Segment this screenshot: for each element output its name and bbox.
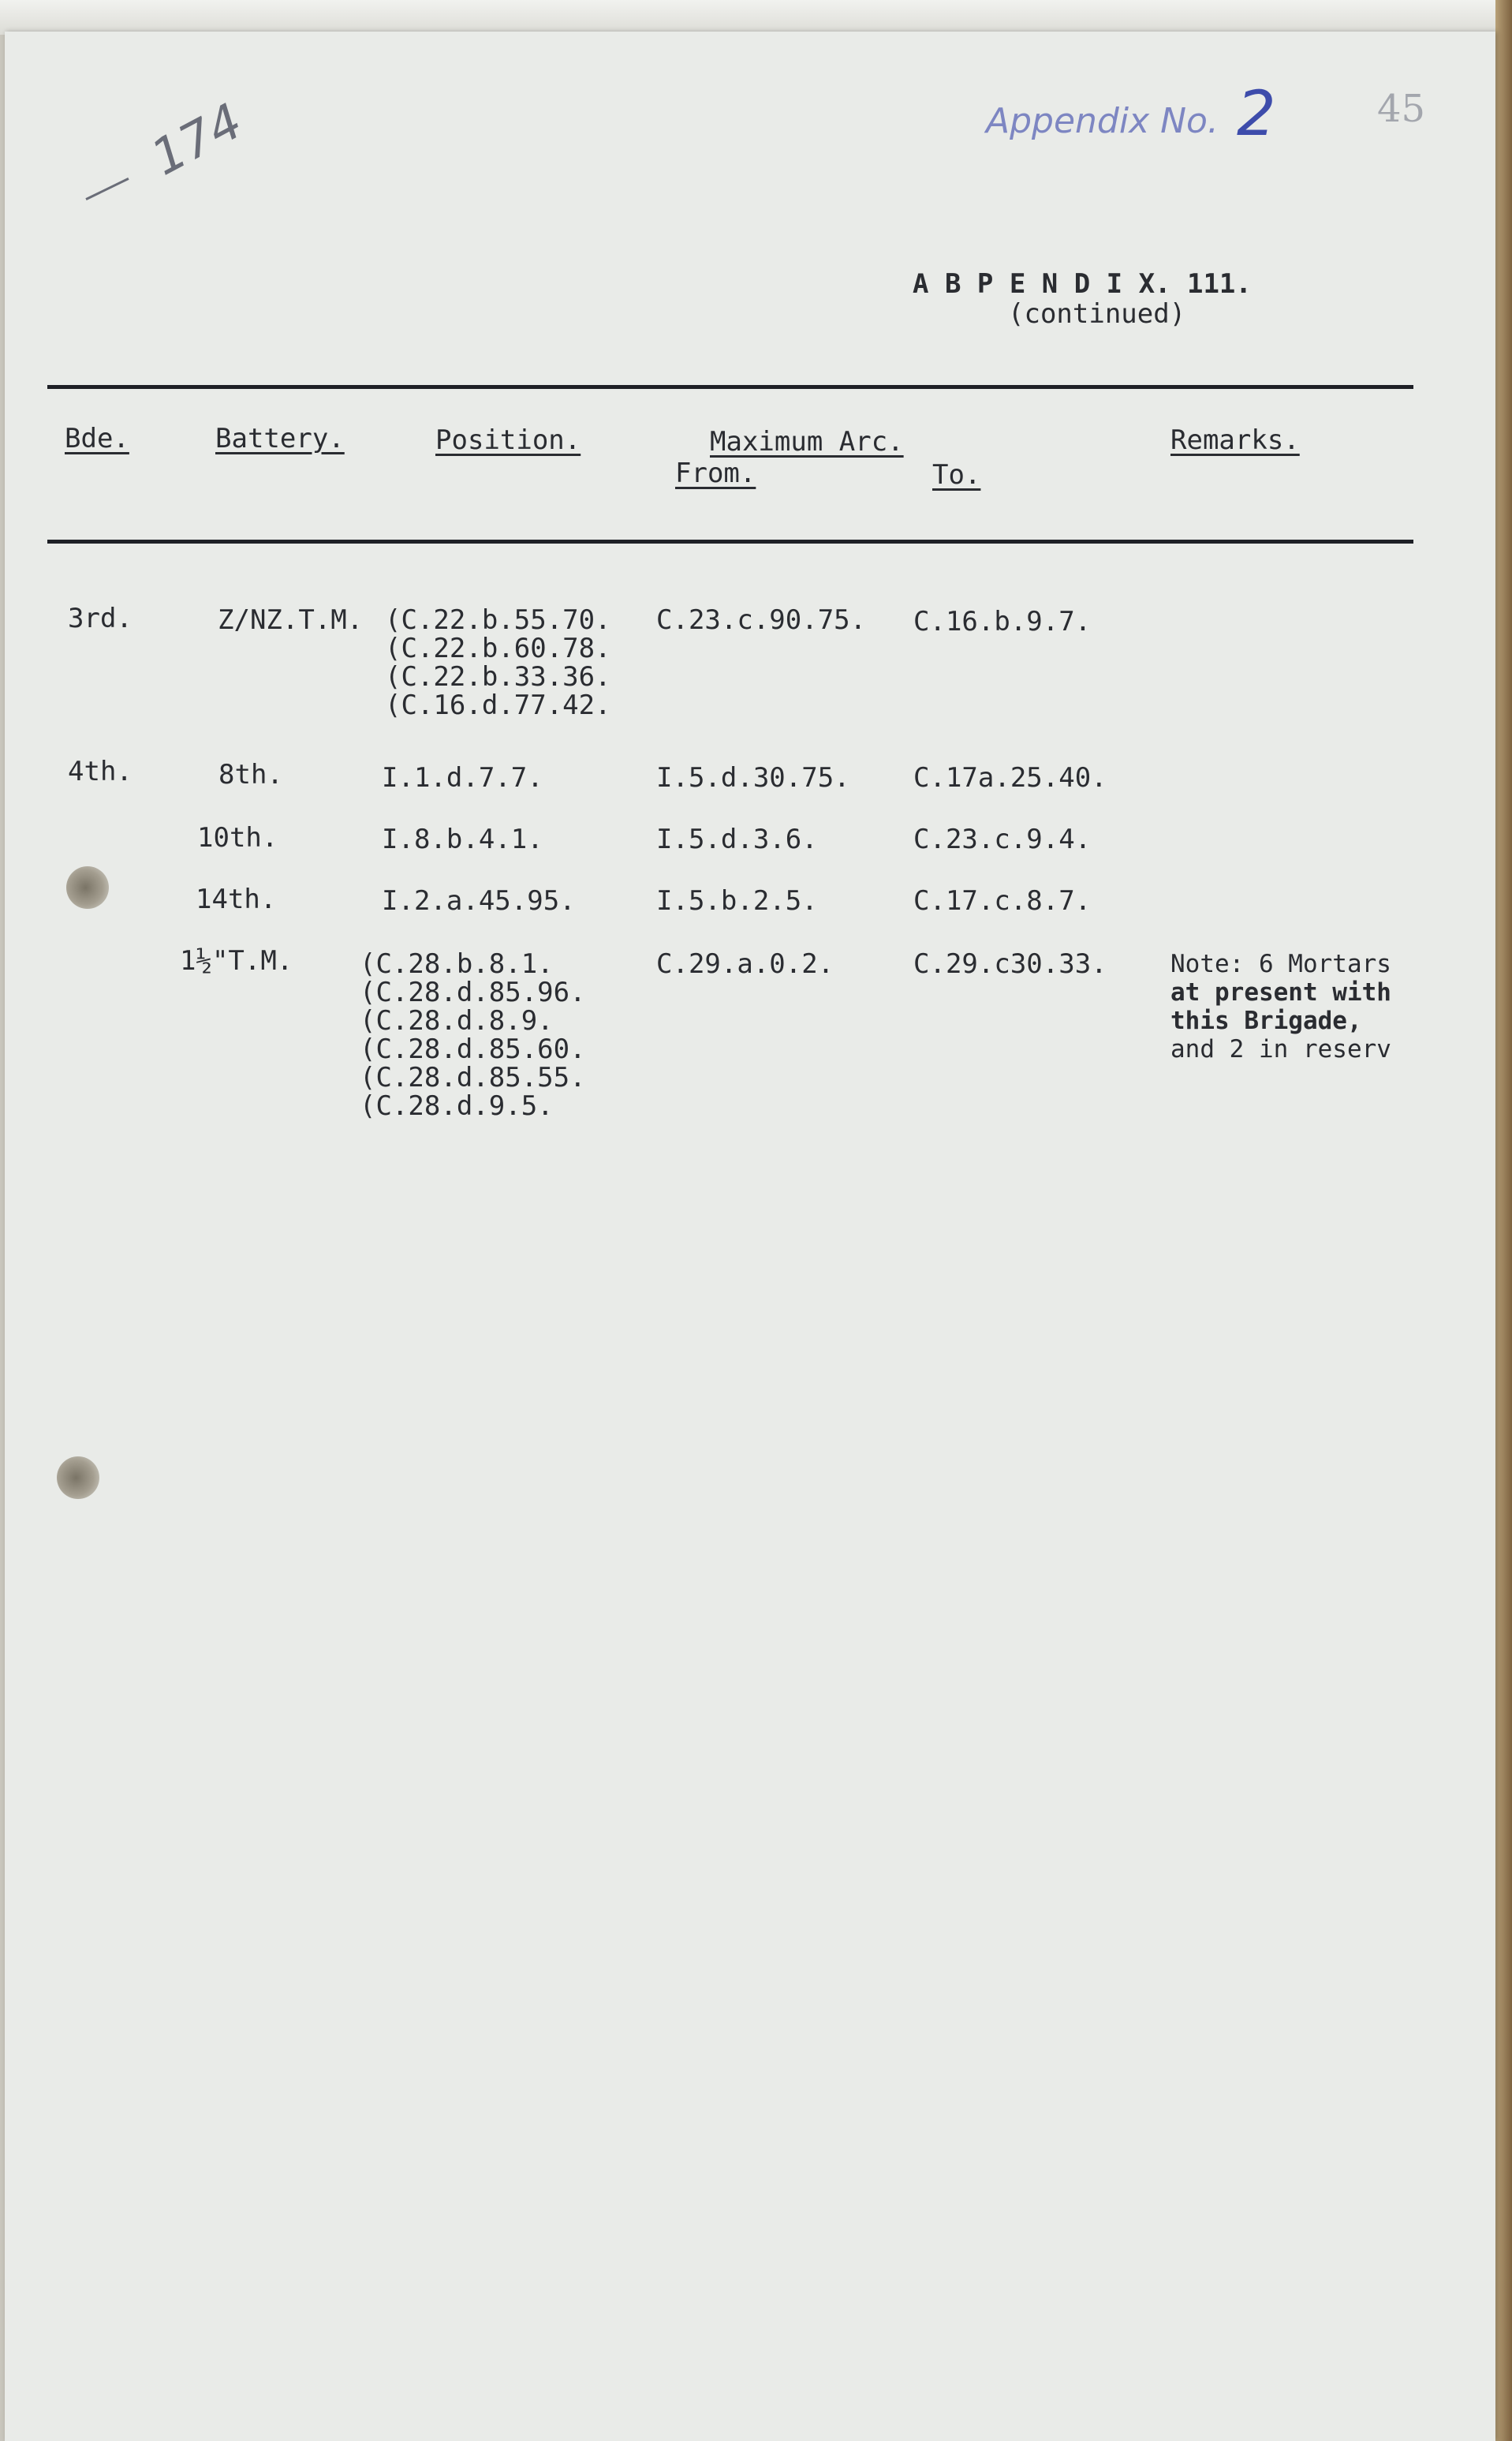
col-header-max-arc: Maximum Arc. — [710, 426, 904, 458]
row-battery: 14th. — [196, 884, 277, 915]
paper-stack-top-edge — [0, 0, 1512, 35]
col-header-position: Position. — [435, 424, 581, 456]
row-position: (C.22.b.60.78. — [385, 633, 611, 664]
row-position: (C.28.d.85.55. — [360, 1062, 586, 1093]
pencil-page-number: 174 — [142, 92, 252, 187]
col-header-to: To. — [932, 459, 981, 491]
row-arc-to: C.23.c.9.4. — [913, 824, 1092, 855]
row-position: (C.28.b.8.1. — [360, 948, 554, 980]
row-arc-from: C.29.a.0.2. — [656, 948, 834, 980]
row-position: (C.28.d.9.5. — [360, 1090, 554, 1122]
row-arc-from: I.5.b.2.5. — [656, 885, 818, 917]
appendix-stamp-label: Appendix No. — [986, 101, 1219, 141]
row-battery: 10th. — [197, 822, 278, 854]
row-position: (C.28.d.8.9. — [360, 1005, 554, 1037]
row-arc-to: C.17a.25.40. — [913, 762, 1107, 794]
row-arc-to: C.29.c30.33. — [913, 948, 1107, 980]
row-bde: 3rd. — [68, 603, 133, 634]
row-position: I.1.d.7.7. — [382, 762, 543, 794]
row-remarks: Note: 6 Mortars — [1170, 950, 1391, 978]
col-header-bde: Bde. — [65, 423, 129, 454]
row-position: (C.22.b.55.70. — [385, 604, 611, 636]
row-arc-to: C.16.b.9.7. — [913, 606, 1092, 637]
col-header-battery: Battery. — [215, 423, 345, 454]
appendix-stamp-number: 2 — [1237, 79, 1276, 150]
row-battery: 8th. — [218, 759, 283, 791]
col-header-from: From. — [675, 458, 756, 489]
row-position: (C.22.b.33.36. — [385, 661, 611, 693]
appendix-title: A B P E N D I X. 111. — [913, 268, 1252, 300]
row-position: I.8.b.4.1. — [382, 824, 543, 855]
row-remarks: at present with — [1170, 978, 1391, 1007]
row-arc-from: I.5.d.30.75. — [656, 762, 850, 794]
punch-hole — [57, 1456, 99, 1499]
row-position: I.2.a.45.95. — [382, 885, 576, 917]
row-position: (C.28.d.85.96. — [360, 977, 586, 1008]
row-battery: Z/NZ.T.M. — [218, 604, 364, 636]
row-position: (C.16.d.77.42. — [385, 690, 611, 721]
punch-hole — [66, 866, 109, 909]
row-remarks: this Brigade, — [1170, 1007, 1362, 1035]
row-battery: 1½"T.M. — [180, 945, 293, 977]
row-arc-from: I.5.d.3.6. — [656, 824, 818, 855]
col-header-remarks: Remarks. — [1170, 424, 1300, 456]
document-page — [5, 32, 1495, 2441]
row-position: (C.28.d.85.60. — [360, 1034, 586, 1065]
folder-edge — [1495, 0, 1512, 2441]
row-bde: 4th. — [68, 756, 133, 787]
header-rule — [47, 540, 1413, 544]
row-remarks: and 2 in reserv — [1170, 1035, 1391, 1063]
row-arc-from: C.23.c.90.75. — [656, 604, 867, 636]
top-rule — [47, 385, 1413, 389]
row-arc-to: C.17.c.8.7. — [913, 885, 1092, 917]
appendix-subtitle: (continued) — [1008, 298, 1186, 330]
folio-number: 45 — [1377, 87, 1426, 131]
